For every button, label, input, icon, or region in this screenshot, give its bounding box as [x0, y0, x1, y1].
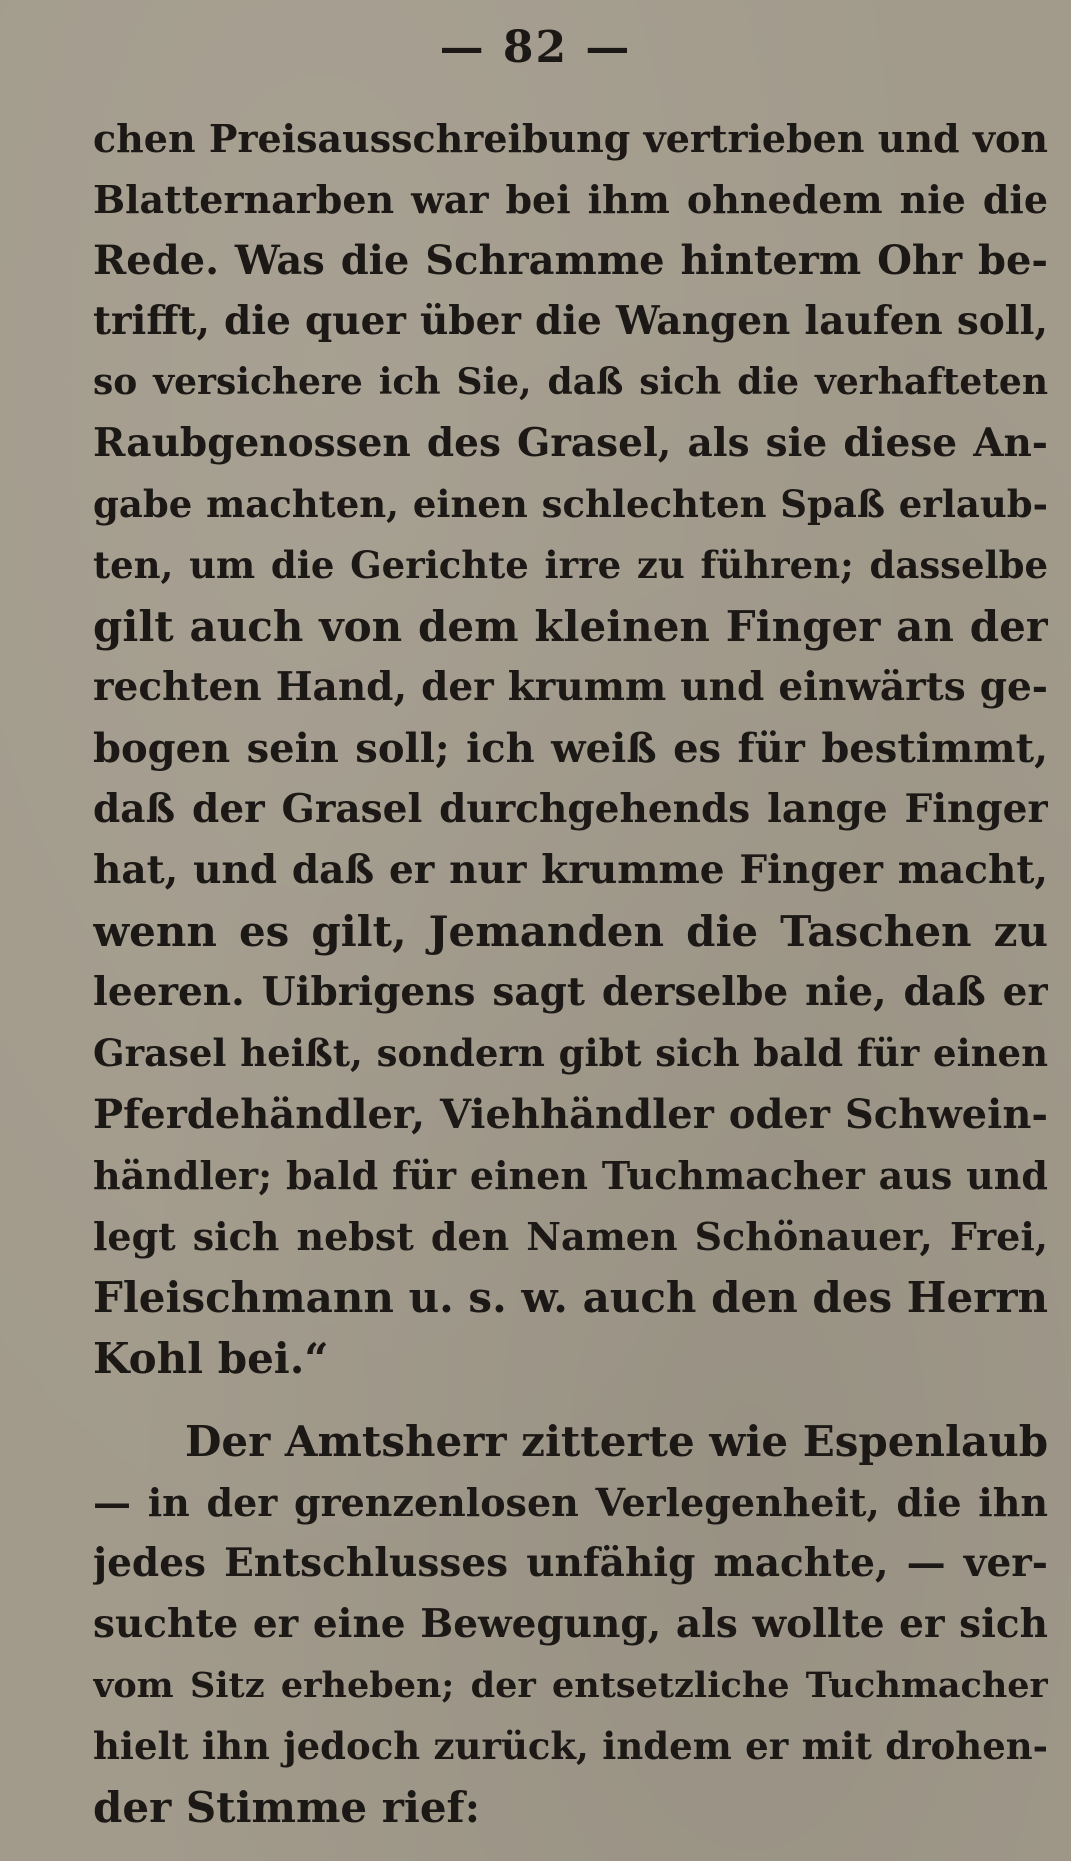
text-line: ten, um die Gerichte irre zu führen; dasselbe [93, 543, 1048, 587]
text-line: Fleischmann u. s. w. auch den des Herrn [93, 1273, 1048, 1322]
text-line: — in der grenzenlosen Verlegenheit, die ihn [93, 1480, 1048, 1525]
text-line: rechten Hand, der krumm und einwärts ge- [93, 664, 1048, 710]
body-text [93, 108, 1048, 1838]
text-line: hielt ihn jedoch zurück, indem er mit drohen- [93, 1724, 1048, 1768]
text-line: Rede. Was die Schramme hinterm Ohr be- [93, 237, 1048, 284]
text-line: gabe machten, einen schlechten Spaß erlaub- [93, 482, 1048, 526]
text-line: bogen sein soll; ich weiß es für bestimmt, [93, 725, 1048, 772]
text-line: händler; bald für einen Tuchmacher aus und [93, 1153, 1048, 1198]
text-line: wenn es gilt, Jemanden die Taschen zu [93, 907, 1048, 956]
text-line: vom Sitz erheben; der entsetzliche Tuchmacher [93, 1665, 1048, 1706]
text-line: Pferdehändler, Viehhändler oder Schwein- [93, 1091, 1048, 1138]
text-line: chen Preisausschreibung vertrieben und von [93, 116, 1048, 161]
paragraph-1 [93, 108, 1048, 1389]
text-line: Blatternarben war bei ihm ohnedem nie die [93, 177, 1048, 222]
text-line: suchte er eine Bewegung, als wollte er sich [93, 1601, 1048, 1647]
text-line: jedes Entschlusses unfähig machte, — ver- [93, 1540, 1048, 1586]
text-line: legt sich nebst den Namen Schönauer, Frei, [93, 1214, 1048, 1259]
paragraph-spacer [93, 1389, 1048, 1411]
text-line: Grasel heißt, sondern gibt sich bald für einen [93, 1031, 1048, 1075]
paragraph-2 [93, 1411, 1048, 1838]
text-line: der Stimme rief: [93, 1783, 481, 1832]
text-line: so versichere ich Sie, daß sich die verhafteten [93, 361, 1048, 403]
text-line: Raubgenossen des Grasel, als sie diese An- [93, 420, 1048, 466]
text-line: leeren. Uibrigens sagt derselbe nie, daß er [93, 969, 1048, 1015]
text-line: trifft, die quer über die Wangen laufen soll, [93, 298, 1048, 344]
text-line: hat, und daß er nur krumme Finger macht, [93, 847, 1048, 893]
text-line: Kohl bei.“ [93, 1334, 329, 1383]
page-number: — 82 — [439, 22, 632, 73]
text-line: Der Amtsherr zitterte wie Espenlaub [185, 1417, 1048, 1466]
text-line: gilt auch von dem kleinen Finger an der [93, 602, 1048, 651]
text-line: daß der Grasel durchgehends lange Finger [93, 786, 1048, 832]
